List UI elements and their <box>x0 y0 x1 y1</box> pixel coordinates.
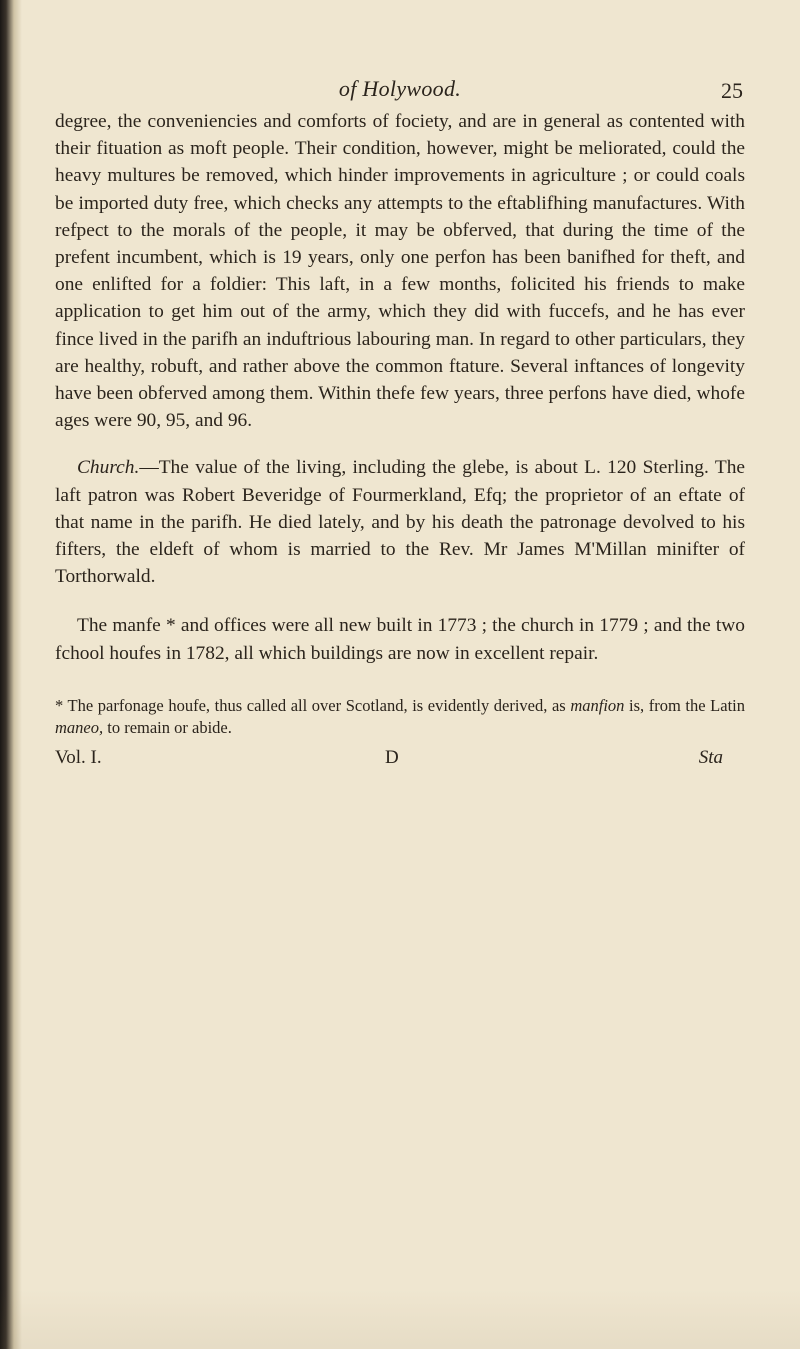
book-page <box>55 72 745 775</box>
footnote-term-maneo: maneo, <box>55 717 104 737</box>
volume-label: Vol. I. <box>55 746 102 768</box>
church-text: —The value of the living, including the glebe, is about L. 120 Sterling. The laft patron was Robert Beveridge of Fourmerkland, Efq; the proprietor of an eftate of that name in the parifh. He died lately, and by his death the patronage devolved to his fifters, the eldeft of whom is married to the Rev. Mr James M'Millan minifter of Torthorwald. <box>55 457 745 588</box>
paragraph-gap <box>55 590 745 612</box>
page-header <box>55 72 745 108</box>
page-footer <box>55 745 745 775</box>
paragraph-gap <box>55 434 745 454</box>
footnote-text-c: to remain or abide. <box>103 717 232 737</box>
paragraph-church <box>55 454 745 590</box>
page-number: 25 <box>721 78 743 103</box>
paragraph-manse: The manfe * and offices were all new built in 1773 ; the church in 1779 ; and the two fchool houfes in 1782, all which buildings are now in excellent repair. <box>55 615 745 664</box>
paragraph-population: degree, the conveniencies and comforts of fociety, and are in general as contented with their fituation as moft people. Their condition, however, might be meliorated, could the heavy multures be removed, which hinder improvements in agriculture ; or could coals be imported duty free, which checks any attempts to the eftablifhing manufactures. With refpect to the morals of the people, it may be obferved, that during the time of the prefent incumbent, which is 19 years, only one perfon has been banifhed for theft, and one enlifted for a foldier: This laft, in a few months, folicited his friends to make application to get him out of the army, which they did with fuccefs, and he has ever fince lived in the parifh an induftrious labouring man. In regard to other particulars, they are healthy, robuft, and rather above the common ftature. Several inftances of longevity have been obferved among them. Within thefe few years, three perfons have died, whofe ages were 90, 95, and 96. <box>55 111 745 432</box>
catchword: Sta <box>698 746 723 768</box>
footnote-term-manfion: manfion <box>570 695 625 715</box>
footnote-text-b: is, from the Latin <box>624 695 745 715</box>
page-shading <box>0 1289 800 1349</box>
footnote <box>55 695 745 739</box>
running-title: of Holywood. <box>338 76 462 101</box>
signature-mark: D <box>385 746 399 768</box>
church-heading: Church. <box>77 457 140 479</box>
book-gutter <box>0 0 22 1349</box>
footnote-text-a: * The parfonage houfe, thus called all over Scotland, is evidently derived, as <box>55 695 571 715</box>
